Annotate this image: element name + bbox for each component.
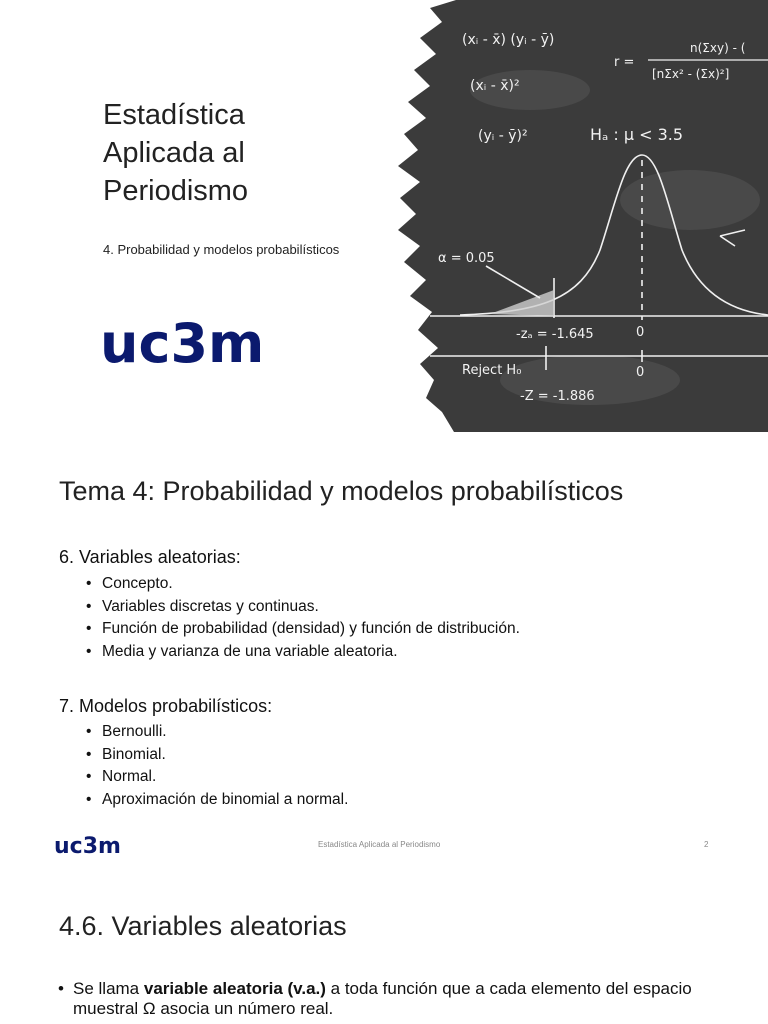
- list-item: • Media y varianza de una variable aleatoria.: [86, 641, 520, 664]
- chalkboard-image: [390, 0, 768, 432]
- slide-title: Tema 4: Probabilidad y modelos probabilísticos: [59, 476, 624, 506]
- section-list: [86, 721, 348, 812]
- list-item: • Binomial.: [86, 744, 348, 767]
- list-item: • Concepto.: [86, 573, 520, 596]
- reject-text: Reject H₀: [462, 363, 522, 378]
- title-line-1: Estadística: [103, 99, 245, 131]
- list-item: • Variables discretas y continuas.: [86, 596, 520, 619]
- presentation-title: [103, 96, 403, 210]
- z-value-text: -Z = -1.886: [520, 389, 595, 404]
- title-line-3: Periodismo: [103, 175, 249, 207]
- definition-paragraph: [58, 979, 738, 1019]
- uc3m-logo: uc3m: [100, 312, 265, 375]
- list-item: • Aproximación de binomial a normal.: [86, 789, 348, 812]
- formula-text: (yᵢ - ȳ)²: [478, 128, 528, 144]
- slide-title: 4.6. Variables aleatorias: [59, 911, 347, 941]
- definition-intro: Se llama: [73, 979, 144, 998]
- page-number: 2: [704, 840, 709, 849]
- zero-label: 0: [636, 365, 645, 380]
- uc3m-footer-logo: uc3m: [54, 834, 121, 859]
- list-item: • Normal.: [86, 766, 348, 789]
- section-heading: 6. Variables aleatorias:: [59, 547, 241, 567]
- section-heading: 7. Modelos probabilísticos:: [59, 696, 273, 716]
- zero-label: 0: [636, 325, 645, 340]
- formula-text: (xᵢ - x̄)²: [470, 78, 520, 94]
- definition-text: [58, 979, 738, 1019]
- list-item: • Función de probabilidad (densidad) y función de distribución.: [86, 618, 520, 641]
- footer-text: Estadística Aplicada al Periodismo: [318, 840, 441, 849]
- section-list: [86, 573, 520, 664]
- hypothesis-text: Hₐ : μ < 3.5: [590, 125, 684, 144]
- z-alpha-text: -zₐ = -1.645: [516, 327, 594, 342]
- title-line-2: Aplicada al: [103, 137, 245, 169]
- formula-text: (xᵢ - x̄) (yᵢ - ȳ): [462, 32, 555, 48]
- formula-text: n(Σxy) - (: [690, 41, 746, 55]
- slide-title: [0, 0, 768, 432]
- bullet: •: [58, 979, 64, 998]
- definition-term: variable aleatoria (v.a.): [143, 979, 326, 998]
- list-item: • Bernoulli.: [86, 721, 348, 744]
- alpha-text: α = 0.05: [438, 251, 495, 266]
- formula-text: [nΣx² - (Σx)²]: [652, 67, 730, 81]
- definition-rest: a toda función que a cada elemento del espacio muestral Ω asocia un número real.: [73, 979, 692, 1018]
- formula-text: r =: [614, 55, 635, 70]
- presentation-subtitle: 4. Probabilidad y modelos probabilísticos: [103, 242, 340, 257]
